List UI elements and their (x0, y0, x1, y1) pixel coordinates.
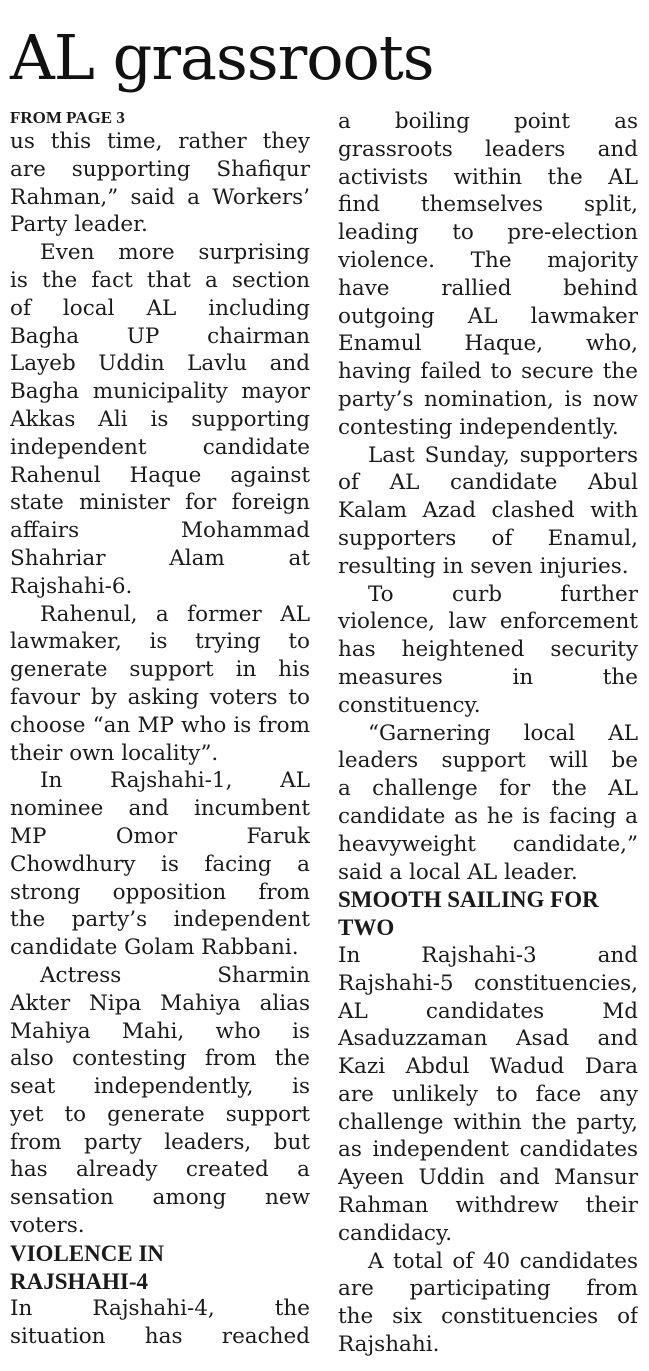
article-line: Rahenul Haque against (10, 462, 310, 488)
article-line: Rajshahi-6. (10, 573, 133, 599)
article-line: Even more surprising (40, 240, 310, 266)
article-line: In Rajshahi-3 and (338, 942, 638, 968)
column-right (338, 108, 638, 1359)
article-line: Party leader. (10, 212, 148, 238)
article-line: generate support in his (10, 657, 310, 683)
article-line: find themselves split, (338, 192, 638, 218)
article-line: state minister for foreign (10, 490, 310, 516)
article-line: supporters of Enamul, (338, 525, 638, 551)
article-line: violence. The majority (338, 247, 638, 273)
article-line: are supporting Shafiqur (10, 156, 310, 182)
article-line: Layeb Uddin Lavlu and (10, 351, 310, 377)
article-line: situation has reached (10, 1324, 310, 1350)
article-line: candidate Golam Rabbani. (10, 935, 299, 961)
article-line: strong opposition from (10, 879, 310, 905)
section-subhead: VIOLENCE IN (10, 1240, 165, 1266)
article-line: Kazi Abdul Wadud Dara (338, 1054, 638, 1080)
article-line: In Rajshahi-1, AL (40, 768, 310, 794)
article-line: Enamul Haque, who, (338, 331, 638, 357)
article-line: of local AL including (10, 295, 310, 321)
article-line: Rahman,” said a Workers’ (10, 184, 310, 210)
article-line: is the fact that a section (10, 267, 310, 293)
article-line: Shahriar Alam at (10, 545, 310, 571)
article-line: grassroots leaders and (338, 136, 638, 162)
article-line: contesting independently. (338, 414, 619, 440)
article-line: Akkas Ali is supporting (10, 406, 310, 432)
article-line: are participating from (338, 1276, 638, 1302)
article-line: candidate as he is facing a (338, 803, 638, 829)
article-line: measures in the (338, 664, 638, 690)
article-line: choose “an MP who is from (10, 712, 310, 738)
article-line: nominee and incumbent (10, 796, 310, 822)
section-subhead: TWO (338, 915, 395, 941)
article-line: affairs Mohammad (10, 518, 310, 544)
article-line: Bagha municipality mayor (10, 379, 310, 405)
right-column-text (338, 108, 638, 1359)
article-line: AL candidates Md (338, 998, 638, 1024)
article-line: In Rajshahi-4, the (10, 1296, 310, 1322)
left-column-text (10, 128, 310, 1351)
article-line: have rallied behind (338, 275, 638, 301)
article-line: Rajshahi. (338, 1332, 440, 1358)
article-line: leading to pre-election (338, 220, 638, 246)
article-line: sensation among new (10, 1185, 310, 1211)
article-line: from party leaders, but (10, 1129, 310, 1155)
article-line: To curb further (368, 581, 638, 607)
article-line: heavyweight candidate,” (338, 831, 638, 857)
article-line: resulting in seven injuries. (338, 553, 629, 579)
section-subhead: SMOOTH SAILING FOR (338, 887, 599, 913)
article-line: seat independently, is (10, 1074, 310, 1100)
article-line: us this time, rather they (10, 129, 310, 154)
article-line: Kalam Azad clashed with (338, 498, 638, 524)
article-line: said a local AL leader. (338, 859, 578, 885)
article-line: Rahenul, a former AL (40, 601, 310, 627)
article-line: Actress Sharmin (40, 962, 310, 988)
article-line: constituency. (338, 692, 481, 718)
article-line: party’s nomination, is now (338, 386, 638, 412)
article-line: outgoing AL lawmaker (338, 303, 638, 329)
article-line: has heightened security (338, 637, 638, 663)
article-line: Bagha UP chairman (10, 323, 310, 349)
article-line: voters. (10, 1213, 85, 1239)
article-line: a challenge for the AL (338, 776, 638, 802)
article-line: independent candidate (10, 434, 310, 460)
article-line: Last Sunday, supporters (368, 442, 638, 468)
article-line: lawmaker, is trying to (10, 629, 310, 655)
article-line: the party’s independent (10, 907, 310, 933)
article-line: the six constituencies of (338, 1304, 638, 1330)
article-line: violence, law enforcement (338, 609, 638, 635)
article-line: of AL candidate Abul (338, 470, 638, 496)
headline: AL grassroots (10, 21, 434, 94)
article-line: activists within the AL (338, 164, 638, 190)
article-line: leaders support will be (338, 748, 638, 774)
article-line: has already created a (10, 1157, 310, 1183)
article-line: yet to generate support (10, 1101, 310, 1127)
article-line: candidacy. (338, 1220, 453, 1246)
article-line: having failed to secure the (338, 359, 638, 385)
article-line: their own locality”. (10, 740, 219, 766)
article-line: Mahiya Mahi, who is (10, 1018, 310, 1044)
article-line: Asaduzzaman Asad and (338, 1026, 638, 1052)
article-line: MP Omor Faruk (10, 823, 310, 849)
article-line: challenge within the party, (338, 1109, 638, 1135)
kicker: FROM PAGE 3 (10, 108, 125, 127)
article-line: Rajshahi-5 constituencies, (338, 970, 638, 996)
article-line: Ayeen Uddin and Mansur (338, 1165, 638, 1191)
article-line: as independent candidates (338, 1137, 638, 1163)
article-line: Rahman withdrew their (338, 1193, 638, 1219)
article-line: favour by asking voters to (10, 684, 310, 710)
article-line: also contesting from the (10, 1046, 310, 1072)
section-subhead: RAJSHAHI-4 (10, 1268, 149, 1294)
article-line: “Garnering local AL (368, 720, 638, 746)
article-line: Chowdhury is facing a (10, 851, 310, 877)
article-line: are unlikely to face any (338, 1081, 638, 1107)
article-line: a boiling point as (338, 109, 638, 134)
article-line: Akter Nipa Mahiya alias (10, 990, 310, 1016)
column-left (10, 108, 310, 1351)
article-line: A total of 40 candidates (368, 1248, 638, 1274)
